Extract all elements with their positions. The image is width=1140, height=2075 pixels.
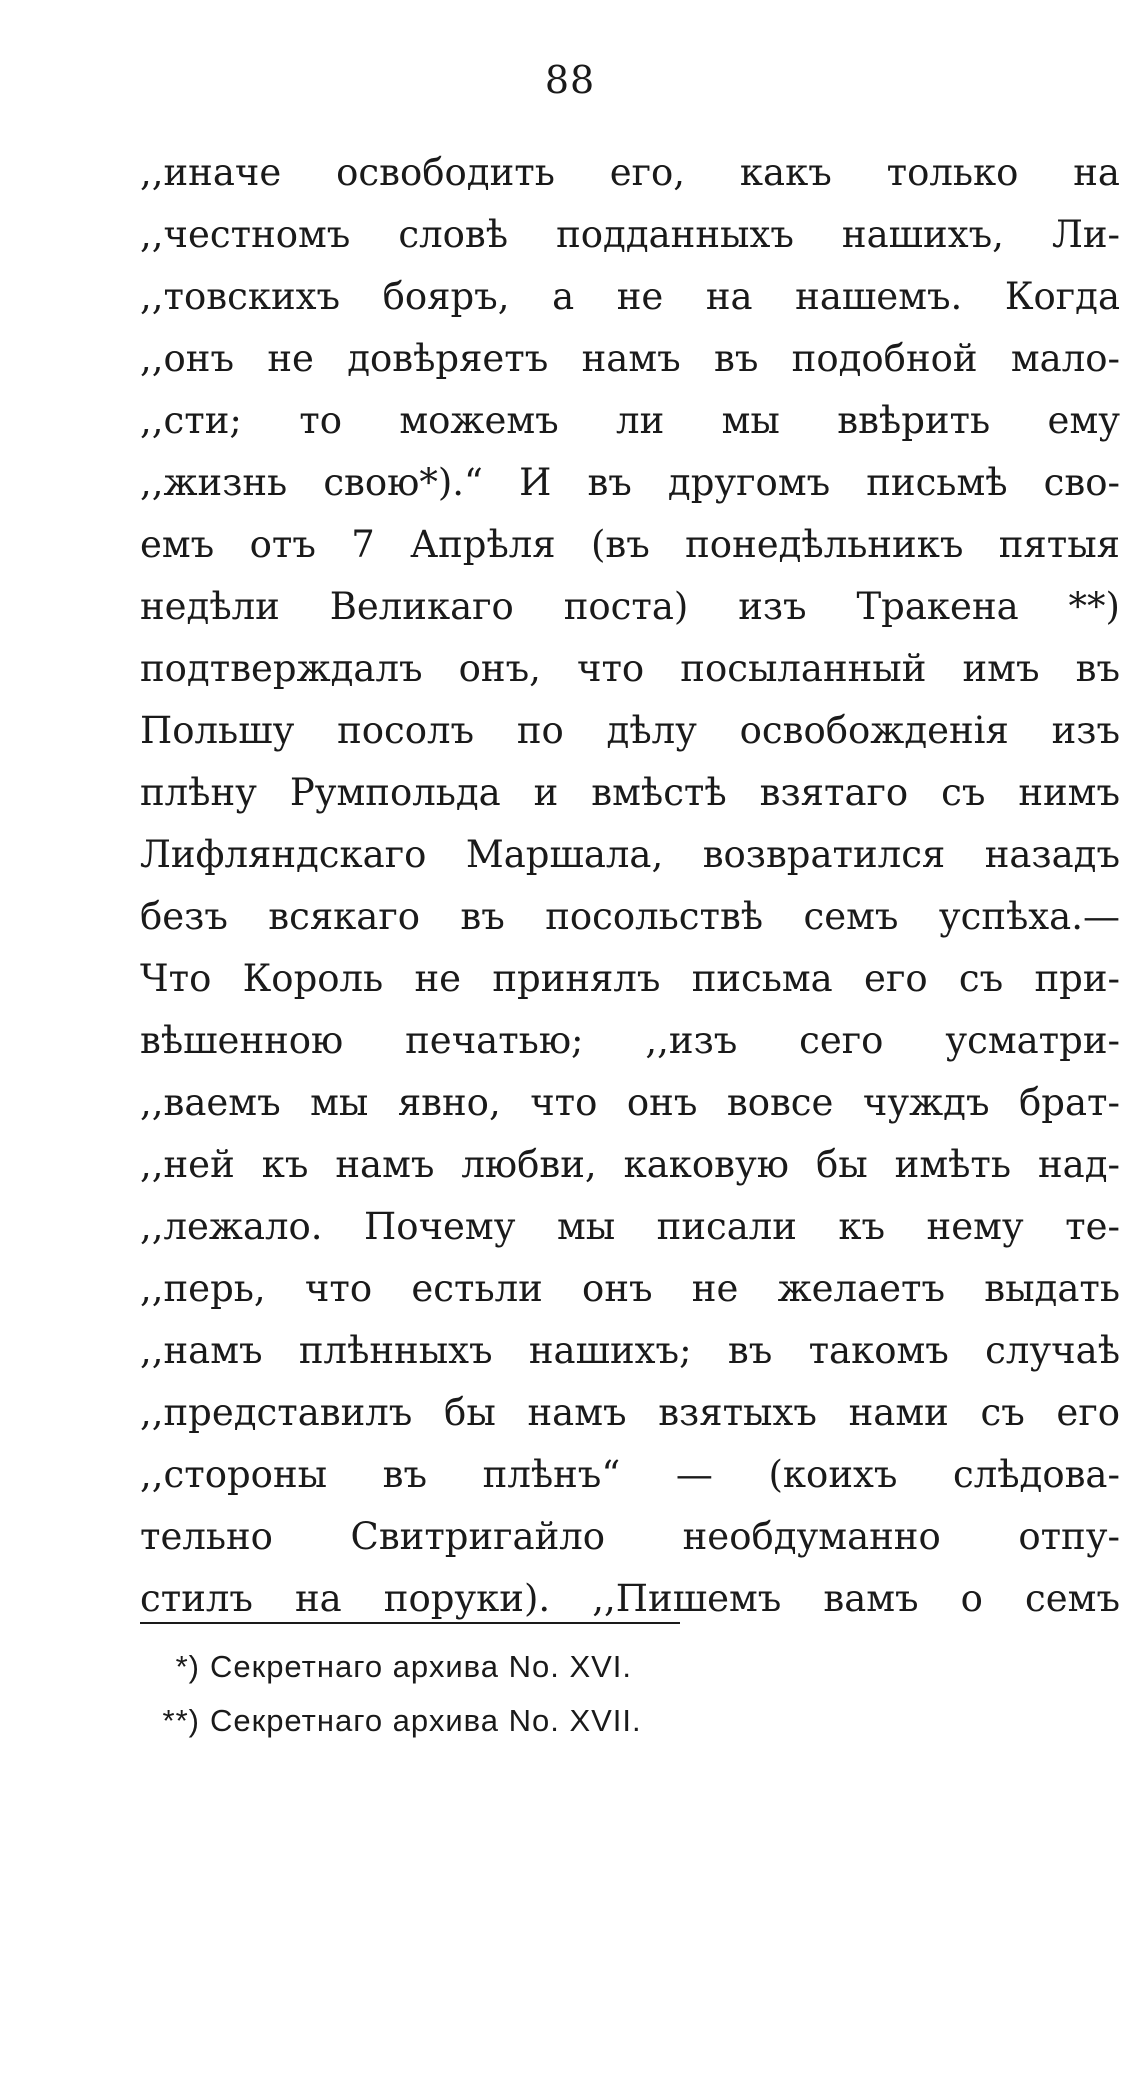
text-line: ,,товскихъ бояръ, а не на нашемъ. Когда xyxy=(140,275,1120,318)
text-line: недѣли Великаго поста) изъ Тракена **) xyxy=(140,585,1120,628)
text-line: емъ отъ 7 Апрѣля (въ понедѣльникъ пятыя xyxy=(140,523,1120,566)
text-line: Польшу посолъ по дѣлу освобожденія изъ xyxy=(140,709,1120,752)
text-line: ,,онъ не довѣряетъ намъ въ подобной мало- xyxy=(140,337,1120,380)
footnote-text: Секретнаго архива No. XVII. xyxy=(210,1703,642,1738)
text-line: ,,перь, что естьли онъ не желаетъ выдать xyxy=(140,1267,1120,1310)
footnote-mark: *) xyxy=(175,1649,200,1684)
footnote-text: Секретнаго архива No. XVI. xyxy=(210,1649,633,1684)
text-line: тельно Свитригайло необдуманно отпу- xyxy=(140,1515,1120,1558)
page-number: 88 xyxy=(544,58,596,102)
text-line: подтверждалъ онъ, что посыланный имъ въ xyxy=(140,647,1120,690)
text-line: ,,ваемъ мы явно, что онъ вовсе чуждъ брат- xyxy=(140,1081,1120,1124)
footnote-divider xyxy=(140,1622,680,1624)
text-line: стилъ на поруки). ,,Пишемъ вамъ о семъ xyxy=(140,1577,1120,1620)
footnote xyxy=(140,1694,1040,1748)
body-text xyxy=(140,142,1140,1630)
text-line: ,,иначе освободить его, какъ только на xyxy=(140,151,1120,194)
footnotes xyxy=(140,1640,1040,1748)
text-line: ,,представилъ бы намъ взятыхъ нами съ его xyxy=(140,1391,1120,1434)
text-line: ,,лежало. Почему мы писали къ нему те- xyxy=(140,1205,1120,1248)
text-line: ,,ней къ намъ любви, каковую бы имѣть над- xyxy=(140,1143,1120,1186)
text-line: ,,честномъ словѣ подданныхъ нашихъ, Ли- xyxy=(140,213,1120,256)
text-line: Что Король не принялъ письма его съ при- xyxy=(140,957,1120,1000)
text-line: ,,стороны въ плѣнъ“ — (коихъ слѣдова- xyxy=(140,1453,1120,1496)
text-line: вѣшенною печатью; ,,изъ сего усматри- xyxy=(140,1019,1120,1062)
text-line: Лифляндскаго Маршала, возвратился назадъ xyxy=(140,833,1120,876)
text-line: ,,намъ плѣнныхъ нашихъ; въ такомъ случаѣ xyxy=(140,1329,1120,1372)
text-line: безъ всякаго въ посольствѣ семъ успѣха.— xyxy=(140,895,1120,938)
text-line: плѣну Румпольда и вмѣстѣ взятаго съ нимъ xyxy=(140,771,1120,814)
text-line: ,,жизнь свою*).“ И въ другомъ письмѣ сво- xyxy=(140,461,1120,504)
text-line: ,,сти; то можемъ ли мы ввѣрить ему xyxy=(140,399,1120,442)
footnote xyxy=(140,1640,1040,1694)
footnote-mark: **) xyxy=(162,1703,200,1738)
